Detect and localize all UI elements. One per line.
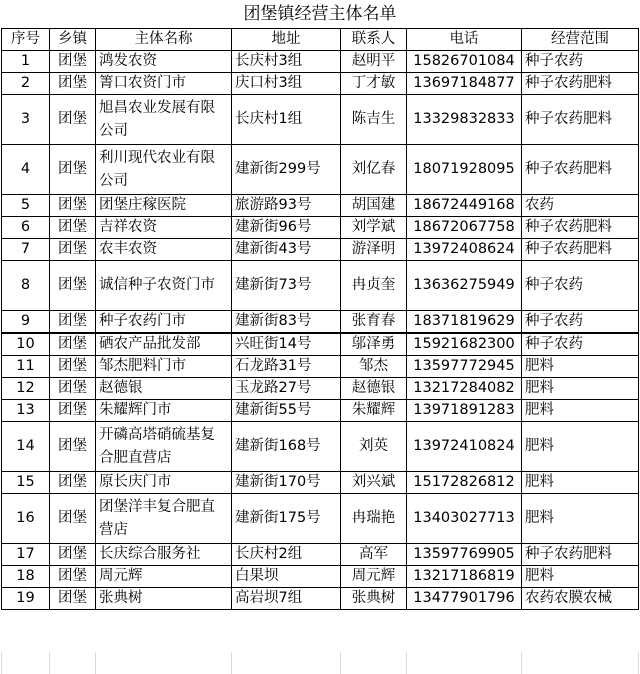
address-cell: 长庆村3组 (232, 51, 341, 73)
row-number-cell: 9 (2, 311, 50, 334)
address-cell: 建新街83号 (232, 311, 341, 334)
town-cell: 团堡 (50, 95, 96, 145)
town-cell: 团堡 (50, 51, 96, 73)
business-name-cell: 旭昌农业发展有限公司 (96, 95, 232, 145)
town-cell: 团堡 (50, 195, 96, 217)
row-number-cell: 2 (2, 73, 50, 95)
scope-cell: 肥料 (522, 356, 639, 378)
phone-cell: 15826701084 (407, 51, 522, 73)
town-cell: 团堡 (50, 217, 96, 239)
phone-cell: 13636275949 (407, 261, 522, 311)
phone-cell: 13971891283 (407, 400, 522, 422)
address-cell: 旅游路93号 (232, 195, 341, 217)
business-name-cell: 开磷高塔硝硫基复合肥直营店 (96, 422, 232, 472)
phone-cell: 13329832833 (407, 95, 522, 145)
phone-cell: 15172826812 (407, 472, 522, 494)
table-row (2, 400, 639, 422)
business-name-cell: 利川现代农业有限公司 (96, 145, 232, 195)
contact-cell: 胡国建 (341, 195, 407, 217)
contact-cell: 刘英 (341, 422, 407, 472)
business-name-cell: 农丰农资 (96, 239, 232, 261)
address-cell: 庆口村3组 (232, 73, 341, 95)
scope-cell: 种子农药肥料 (522, 95, 639, 145)
table-row (2, 311, 639, 334)
contact-cell: 张典树 (341, 588, 407, 610)
table-row (2, 217, 639, 239)
row-number-cell: 10 (2, 333, 50, 356)
contact-cell: 丁才敏 (341, 73, 407, 95)
business-name-cell: 原长庆门市 (96, 472, 232, 494)
scope-cell: 肥料 (522, 400, 639, 422)
table-row (2, 544, 639, 566)
phone-cell: 18672067758 (407, 217, 522, 239)
row-number-cell: 12 (2, 378, 50, 400)
scope-cell: 种子农药 (522, 51, 639, 73)
table-row (2, 356, 639, 378)
business-name-cell: 邹杰肥料门市 (96, 356, 232, 378)
town-cell: 团堡 (50, 356, 96, 378)
phone-cell: 13217284082 (407, 378, 522, 400)
phone-cell: 13217186819 (407, 566, 522, 588)
table-row (2, 195, 639, 217)
contact-cell: 邬泽勇 (341, 333, 407, 356)
contact-cell: 刘兴斌 (341, 472, 407, 494)
header-cell-scope: 经营范围 (522, 29, 639, 51)
phone-cell: 13597769905 (407, 544, 522, 566)
business-list-table (1, 28, 639, 610)
table-row (2, 73, 639, 95)
scope-cell: 种子农药 (522, 261, 639, 311)
business-name-cell: 诚信种子农资门市 (96, 261, 232, 311)
address-cell: 兴旺街14号 (232, 333, 341, 356)
town-cell: 团堡 (50, 588, 96, 610)
contact-cell: 冉瑞艳 (341, 494, 407, 544)
business-name-cell: 朱耀辉门市 (96, 400, 232, 422)
phone-cell: 13403027713 (407, 494, 522, 544)
contact-cell: 周元辉 (341, 566, 407, 588)
row-number-cell: 17 (2, 544, 50, 566)
phone-cell: 13972410824 (407, 422, 522, 472)
town-cell: 团堡 (50, 566, 96, 588)
town-cell: 团堡 (50, 494, 96, 544)
address-cell: 白果坝 (232, 566, 341, 588)
address-cell: 玉龙路27号 (232, 378, 341, 400)
table-row (2, 145, 639, 195)
row-number-cell: 19 (2, 588, 50, 610)
table-row (2, 588, 639, 610)
table-body (2, 51, 639, 610)
contact-cell: 朱耀辉 (341, 400, 407, 422)
row-number-cell: 16 (2, 494, 50, 544)
header-cell-town: 乡镇 (50, 29, 96, 51)
table-row (2, 472, 639, 494)
header-cell-no: 序号 (2, 29, 50, 51)
town-cell: 团堡 (50, 261, 96, 311)
scope-cell: 种子农药 (522, 311, 639, 334)
town-cell: 团堡 (50, 422, 96, 472)
sheet-gridlines (0, 652, 640, 674)
scope-cell: 种子农药肥料 (522, 239, 639, 261)
contact-cell: 刘学斌 (341, 217, 407, 239)
address-cell: 石龙路31号 (232, 356, 341, 378)
table-row (2, 494, 639, 544)
business-name-cell: 鸿发农资 (96, 51, 232, 73)
business-name-cell: 硒农产品批发部 (96, 333, 232, 356)
town-cell: 团堡 (50, 378, 96, 400)
table-row (2, 261, 639, 311)
address-cell: 建新街168号 (232, 422, 341, 472)
row-number-cell: 11 (2, 356, 50, 378)
town-cell: 团堡 (50, 73, 96, 95)
scope-cell: 肥料 (522, 566, 639, 588)
document-title: 团堡镇经营主体名单 (243, 4, 397, 24)
address-cell: 建新街299号 (232, 145, 341, 195)
business-name-cell: 周元辉 (96, 566, 232, 588)
row-number-cell: 5 (2, 195, 50, 217)
address-cell: 高岩坝7组 (232, 588, 341, 610)
address-cell: 建新街73号 (232, 261, 341, 311)
scope-cell: 种子农药肥料 (522, 73, 639, 95)
phone-cell: 13697184877 (407, 73, 522, 95)
phone-cell: 13477901796 (407, 588, 522, 610)
row-number-cell: 15 (2, 472, 50, 494)
header-cell-contact: 联系人 (341, 29, 407, 51)
town-cell: 团堡 (50, 544, 96, 566)
table-row (2, 566, 639, 588)
address-cell: 长庆村1组 (232, 95, 341, 145)
contact-cell: 冉贞奎 (341, 261, 407, 311)
business-name-cell: 长庆综合服务社 (96, 544, 232, 566)
row-number-cell: 14 (2, 422, 50, 472)
contact-cell: 刘亿春 (341, 145, 407, 195)
scope-cell: 肥料 (522, 422, 639, 472)
address-cell: 建新街170号 (232, 472, 341, 494)
table-row (2, 239, 639, 261)
town-cell: 团堡 (50, 311, 96, 334)
contact-cell: 陈吉生 (341, 95, 407, 145)
row-number-cell: 13 (2, 400, 50, 422)
table-row (2, 333, 639, 356)
business-name-cell: 箐口农资门市 (96, 73, 232, 95)
row-number-cell: 1 (2, 51, 50, 73)
business-name-cell: 种子农药门市 (96, 311, 232, 334)
town-cell: 团堡 (50, 333, 96, 356)
contact-cell: 张育春 (341, 311, 407, 334)
table-row (2, 378, 639, 400)
address-cell: 建新街175号 (232, 494, 341, 544)
town-cell: 团堡 (50, 145, 96, 195)
table-row (2, 51, 639, 73)
scope-cell: 农药农膜农械 (522, 588, 639, 610)
address-cell: 长庆村2组 (232, 544, 341, 566)
phone-cell: 13597772945 (407, 356, 522, 378)
row-number-cell: 8 (2, 261, 50, 311)
phone-cell: 18371819629 (407, 311, 522, 334)
phone-cell: 18071928095 (407, 145, 522, 195)
phone-cell: 13972408624 (407, 239, 522, 261)
table-row (2, 422, 639, 472)
business-name-cell: 赵德银 (96, 378, 232, 400)
town-cell: 团堡 (50, 239, 96, 261)
row-number-cell: 18 (2, 566, 50, 588)
scope-cell: 种子农药肥料 (522, 145, 639, 195)
contact-cell: 邹杰 (341, 356, 407, 378)
phone-cell: 18672449168 (407, 195, 522, 217)
contact-cell: 游泽明 (341, 239, 407, 261)
contact-cell: 高军 (341, 544, 407, 566)
row-number-cell: 4 (2, 145, 50, 195)
scope-cell: 肥料 (522, 472, 639, 494)
business-name-cell: 团堡庄稼医院 (96, 195, 232, 217)
contact-cell: 赵明平 (341, 51, 407, 73)
header-cell-name: 主体名称 (96, 29, 232, 51)
table-row (2, 95, 639, 145)
header-cell-address: 地址 (232, 29, 341, 51)
contact-cell: 赵德银 (341, 378, 407, 400)
row-number-cell: 3 (2, 95, 50, 145)
address-cell: 建新街43号 (232, 239, 341, 261)
address-cell: 建新街96号 (232, 217, 341, 239)
row-number-cell: 7 (2, 239, 50, 261)
business-name-cell: 团堡洋丰复合肥直营店 (96, 494, 232, 544)
town-cell: 团堡 (50, 400, 96, 422)
scope-cell: 种子农药 (522, 333, 639, 356)
scope-cell: 种子农药肥料 (522, 217, 639, 239)
row-number-cell: 6 (2, 217, 50, 239)
scope-cell: 肥料 (522, 494, 639, 544)
business-name-cell: 吉祥农资 (96, 217, 232, 239)
address-cell: 建新街55号 (232, 400, 341, 422)
phone-cell: 15921682300 (407, 333, 522, 356)
scope-cell: 种子农药肥料 (522, 544, 639, 566)
scope-cell: 农药 (522, 195, 639, 217)
header-cell-phone: 电话 (407, 29, 522, 51)
header-row (2, 29, 639, 51)
scope-cell: 肥料 (522, 378, 639, 400)
business-name-cell: 张典树 (96, 588, 232, 610)
town-cell: 团堡 (50, 472, 96, 494)
